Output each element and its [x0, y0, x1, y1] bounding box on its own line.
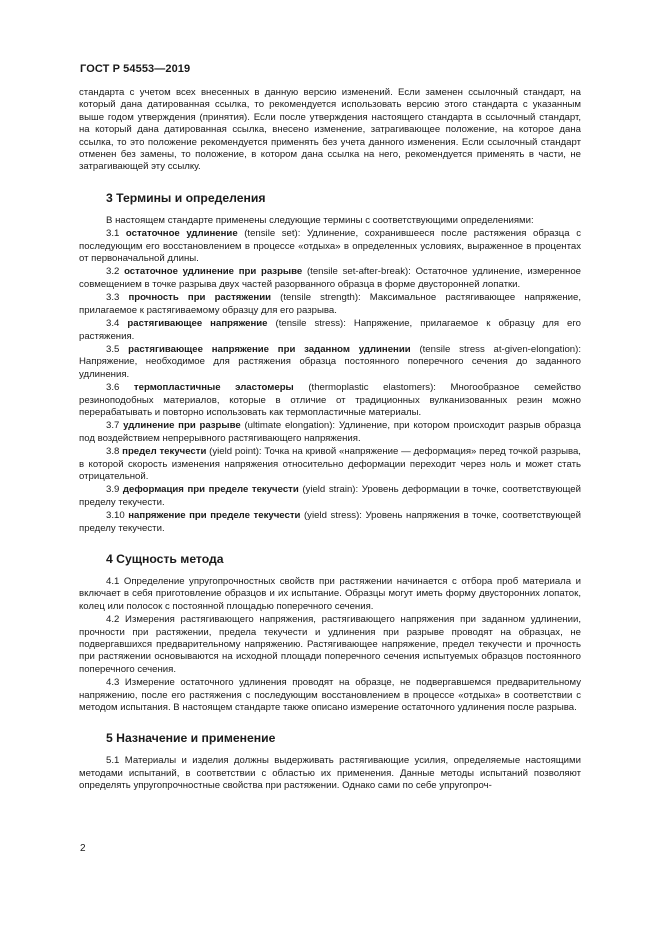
term-name: остаточное удлинение — [125, 228, 238, 240]
term-definition — [79, 446, 581, 483]
term-name: остаточное удлинение при разрыве — [124, 266, 303, 278]
term-definition — [79, 266, 581, 291]
section5-paragraph: 5.1 Материалы и изделия должны выдерживать растягивающие усилия, определяемые настоящими методами испытаний, в соответствии с областью их применения. Данные методы испытаний позволяют определять упругопрочностные свойства при растяжении. Однако сами по себе упругопроч- — [79, 755, 581, 792]
term-number: 3.2 — [106, 266, 120, 278]
term-name: удлинение при разрыве — [123, 420, 241, 432]
term-name: деформация при пределе текучести — [122, 484, 299, 496]
term-name: растягивающее напряжение при заданном удлинении — [128, 343, 411, 355]
term-definition — [79, 318, 581, 343]
term-text: (tensile set): Удлинение, сохранившееся после растяжения образца с последующим его восстановлением в процессе «отдыха» в определенных условиях, выраженное в процентах от первоначальной длины. — [79, 228, 581, 265]
page-content — [79, 87, 581, 793]
term-text: (tensile stress): Напряжение, прилагаемое к образцу для его растяжения. — [79, 318, 582, 342]
term-name: прочность при растяжении — [128, 292, 271, 304]
term-number: 3.4 — [106, 318, 120, 330]
section-5-body — [79, 755, 581, 792]
term-number: 3.8 — [106, 446, 120, 458]
term-definition — [79, 484, 581, 509]
term-definition — [79, 344, 581, 381]
term-text: (yield strain): Уровень деформации в точке, соответствующей пределу текучести. — [79, 484, 581, 508]
intro-paragraph: стандарта с учетом всех внесенных в данную версию изменений. Если заменен ссылочный стандарт, на который дана датированная ссылка, то рекомендуется использовать версию этого стандарта с указанным выше годом утверждения (принятия). Если после утверждения настоящего стандарта в ссылочный стандарт, на который дана датированная ссылка, внесено изменение, затрагивающее положение, на которое дана ссылка, то это положение рекомендуется применять без учета данного изменения. Если ссылочный стандарт отменен без замены, то положение, в котором дана ссылка на него, рекомендуется применять в части, не затрагивающей эту ссылку. — [79, 87, 581, 173]
term-text: (tensile set-after-break): Остаточное удлинение, измеренное совмещением в точке разрыва двух частей разорванного образца в форме двусторонней лопатки. — [79, 266, 582, 290]
section-4-title: 4 Сущность метода — [106, 552, 224, 566]
section4-paragraph: 4.1 Определение упругопрочностных свойств при растяжении начинается с отбора проб материала и включает в себя приготовление образцов и их испытание. Образцы могут иметь форму двусторонних лопаток, колец или полосок с постоянной площадью поперечного сечения. — [79, 576, 581, 612]
term-number: 3.6 — [106, 382, 120, 394]
section4-paragraph: 4.3 Измерение остаточного удлинения проводят на образце, не подвергавшемся предварительному напряжению, после его растяжения с последующим восстановлением в процессе «отдыха» в соответствии с методом испытания. В настоящем стандарте также описано измерение остаточного удлинения после разрыва. — [79, 677, 581, 714]
term-text: (ultimate elongation): Удлинение, при котором происходит разрыв образца под воздействием непрерывного растягивающего напряжения. — [79, 420, 582, 444]
term-name: напряжение при пределе текучести — [128, 510, 301, 522]
term-text: (tensile strength): Максимальное растягивающее напряжение, прилагаемое к растягиваемому образцу для его разрыва. — [79, 292, 581, 316]
term-name: растягивающее напряжение — [127, 318, 268, 330]
term-number: 3.9 — [106, 484, 120, 496]
terms-list — [79, 228, 581, 535]
section-3-lead: В настоящем стандарте применены следующие термины с соответствующими определениями: — [106, 214, 534, 226]
document-header: ГОСТ Р 54553—2019 — [80, 63, 191, 75]
term-text: (tensile stress at-given-elongation): Напряжение, необходимое для растяжения образца постоянного поперечного сечения до заданного удлинения. — [79, 343, 581, 380]
term-name: предел текучести — [122, 446, 207, 458]
term-definition — [79, 510, 581, 535]
term-definition — [79, 420, 581, 445]
term-number: 3.3 — [106, 292, 120, 304]
term-definition — [79, 228, 581, 265]
section4-paragraph: 4.2 Измерения растягивающего напряжения, растягивающего напряжения при заданном удлинении, прочности при растяжении, предела текучести и удлинения при разрыве проводят на образцах, не подвергавшихся предварительному напряжению. Растягивающее напряжение, предел текучести и прочность при растяжении основываются на исходной площади поперечного сечения испытуемых образцов постоянного поперечного сечения. — [79, 614, 581, 675]
term-number: 3.7 — [106, 420, 120, 432]
section-4-body — [79, 576, 581, 714]
term-number: 3.5 — [106, 343, 120, 355]
term-text: (thermoplastic elastomers): Многообразное семейство резиноподобных материалов, которые в отличие от традиционных вулканизованных резин можно перерабатывать и повторно использовать как термопластичные материалы. — [79, 382, 582, 418]
term-text: (yield point): Точка на кривой «напряжение — деформация» перед точкой разрыва, в которой скорость изменения напряжения относительно деформации переходит через ноль и может стать отрицательной. — [79, 446, 581, 482]
section-5-title: 5 Назначение и применение — [106, 731, 276, 746]
term-definition — [79, 382, 581, 419]
term-text: (yield stress): Уровень напряжения в точке, соответствующей пределу текучести. — [79, 510, 581, 534]
term-number: 3.1 — [106, 228, 120, 240]
page-number: 2 — [80, 843, 86, 854]
term-definition — [79, 292, 581, 317]
term-name: термопластичные эластомеры — [133, 382, 294, 394]
section-3-title: 3 Термины и определения — [106, 190, 266, 205]
term-number: 3.10 — [106, 510, 125, 522]
